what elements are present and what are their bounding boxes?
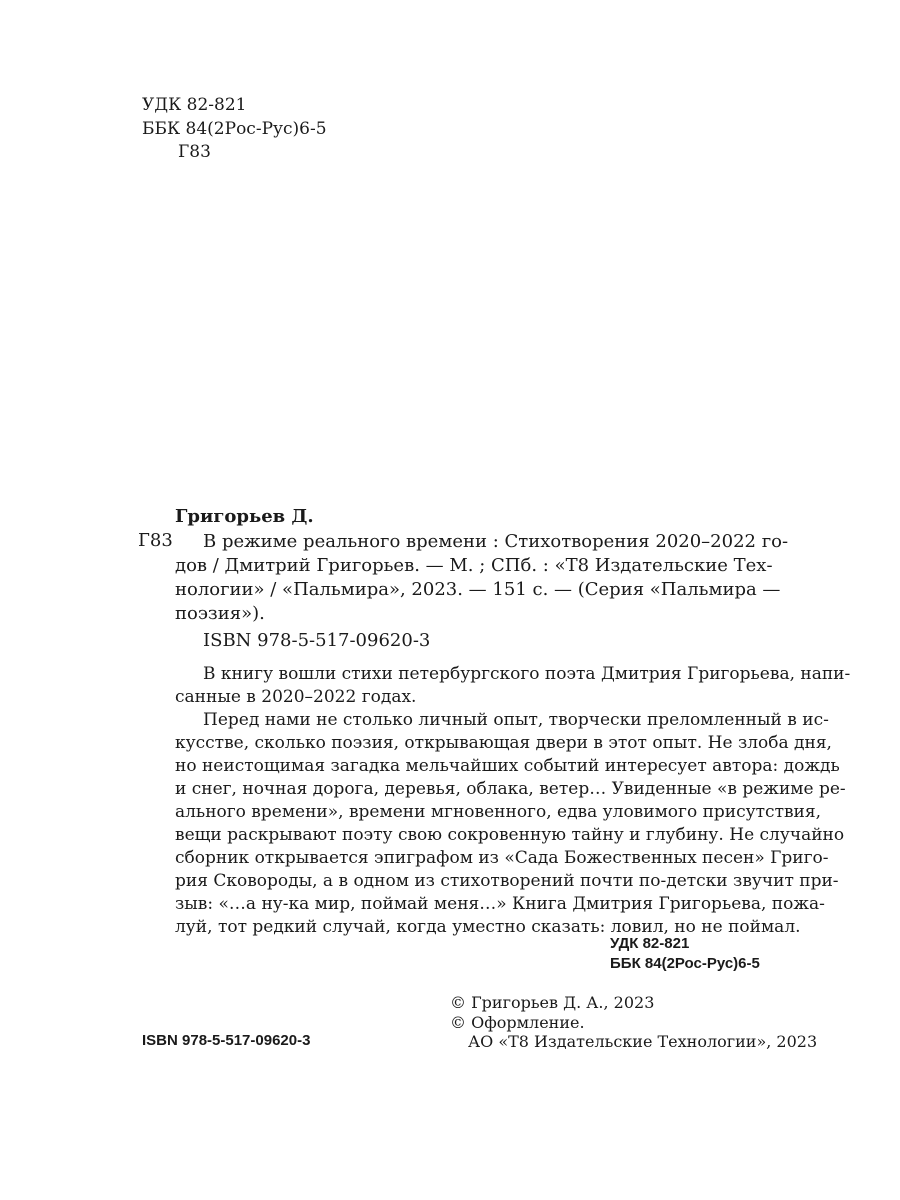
annotation-line: В книгу вошли стихи петербургского поэта Дмитрия Григорьева, напи-	[203, 664, 851, 684]
card-isbn: ISBN 978-5-517-09620-3	[203, 630, 431, 651]
description-line: В режиме реального времени : Стихотворения 2020–2022 го-	[203, 531, 789, 552]
udk-code-top: УДК 82-821	[142, 95, 247, 115]
annotation-line: сборник открывается эпиграфом из «Сада Божественных песен» Григо-	[175, 848, 829, 868]
card-author: Григорьев Д.	[175, 506, 314, 527]
annotation-line: санные в 2020–2022 годах.	[175, 687, 417, 707]
annotation-line: Перед нами не столько личный опыт, творчески преломленный в ис-	[203, 710, 829, 730]
annotation-line: но неистощимая загадка мельчайших событий интересует автора: дождь	[175, 756, 840, 776]
annotation-line: кусстве, сколько поэзия, открывающая двери в этот опыт. Не злоба дня,	[175, 733, 832, 753]
description-line: нологии» / «Пальмира», 2023. — 151 с. — (Серия «Пальмира —	[175, 579, 781, 600]
annotation-line: зыв: «…а ну-ка мир, поймай меня…» Книга Дмитрия Григорьева, пожа-	[175, 894, 825, 914]
author-sign-top: Г83	[178, 142, 211, 162]
udk-code-bottom: УДК 82-821	[610, 935, 690, 952]
annotation-line: ального времени», времени мгновенного, едва уловимого присутствия,	[175, 802, 822, 822]
annotation-line: вещи раскрывают поэту свою сокровенную тайну и глубину. Не случайно	[175, 825, 845, 845]
copyright-publisher: АО «Т8 Издательские Технологии», 2023	[468, 1032, 818, 1051]
copyright-design: © Оформление.	[450, 1013, 585, 1032]
annotation-line: луй, тот редкий случай, когда уместно сказать: ловил, но не поймал.	[175, 917, 801, 937]
card-author-sign: Г83	[138, 530, 173, 551]
copyright-author: © Григорьев Д. А., 2023	[450, 993, 655, 1012]
description-line: поэзия»).	[175, 603, 265, 624]
bbk-code-bottom: ББК 84(2Рос-Рус)6-5	[610, 955, 760, 972]
description-line: дов / Дмитрий Григорьев. — М. ; СПб. : «Т8 Издательские Тех-	[175, 555, 773, 576]
bbk-code-top: ББК 84(2Рос-Рус)6-5	[142, 119, 327, 139]
annotation-line: и снег, ночная дорога, деревья, облака, ветер… Увиденные «в режиме ре-	[175, 779, 846, 799]
annotation-line: рия Сковороды, а в одном из стихотворений почти по-детски звучит при-	[175, 871, 839, 891]
footer-isbn: ISBN 978-5-517-09620-3	[142, 1032, 311, 1049]
